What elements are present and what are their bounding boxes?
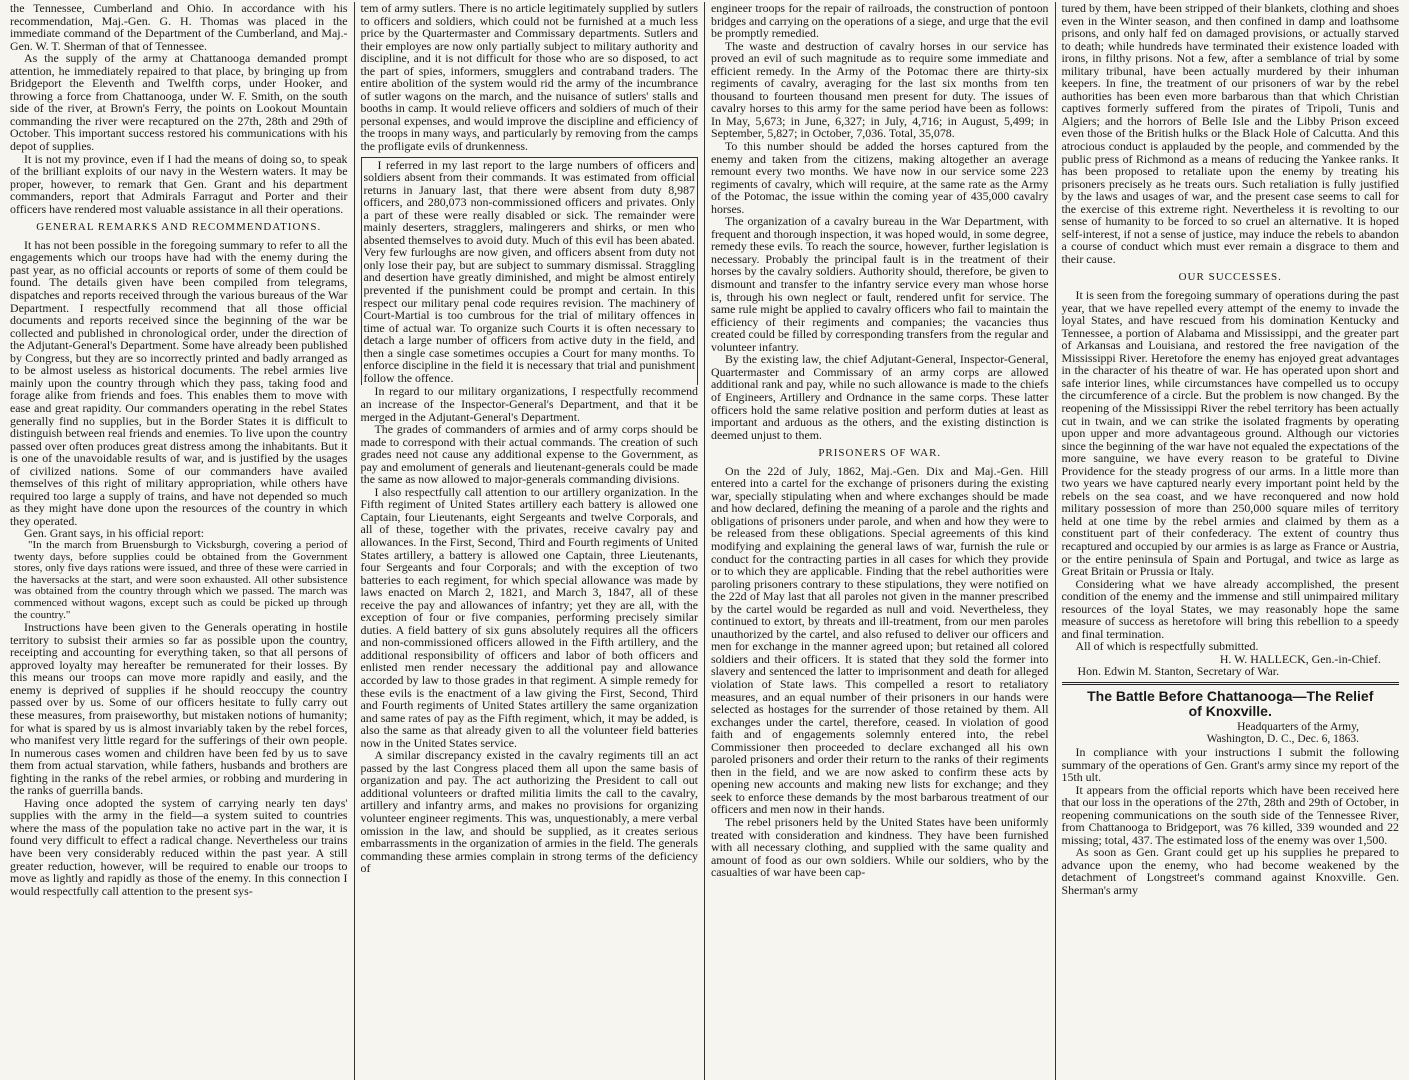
paragraph: I also respectfully call attention to our artillery organization. In the Fifth regiment of United States artillery each battery is allowed one Captain, four Lieutenants, eight Sergeants and twelve Corporals, and all of these, together with the privates, receive cavalry pay and allowances. In the First, Second, Third and Fourth regiments of United States artillery, a battery is allowed one Captain, three Lieutenants, four Sergeants and four Corporals; and with the exception of two batteries to each regiment, for which special allowance was made by laws enacted on March 2, 1821, and March 3, 1847, all of these receive the pay and allowances of infantry; yet they are all, with the exception of four or five companies, performing precisely similar duties. A field battery of six guns absolutely requires all the officers and non-commissioned officers allowed in the Fifth artillery, and the additional responsibility of officers and labor of both officers and enlisted men render necessary the additional pay and allowance accorded by law to those grades in that regiment. A simple remedy for these evils is the enactment of a law giving the First, Second, Third and Fourth regiments of United States artillery the same organization and same rates of pay as the Fifth regiment, which, it may be added, is also the same as that already given to all the volunteer field batteries now in the United States service. <box>360 484 698 750</box>
paragraph: To this number should be added the horses captured from the enemy and taken from the citizens, making altogether an average remount every two months. We have now in our service some 223 regiments of cavalry, which will require, at the same rate as the Army of the Potomac, the issue within the coming year of 435,000 cavalry horses. <box>711 139 1049 216</box>
paragraph: I referred in my last report to the large numbers of officers and soldiers absent from their commands. It was estimated from official returns in January last, that there were absent from duty 8,987 officers, and 280,073 non-commissioned officers and privates. Only a part of these were really disabled or sick. The remainder were mainly deserters, stragglers, malingerers and shirks, or men who absented themselves to avoid duty. Much of this evil has been abated. Very few furloughs are now given, and officers absent from duty not only lose their pay, but are subject to summary dismissal. Straggling and desertion have greatly diminished, and might be almost entirely prevented if the punishment could be prompt and certain. In this respect our military penal code requires revision. The machinery of Court-Martial is too cumbrous for the trial of military offences in time of actual war. To organize such Courts it is often necessary to detach a large number of officers from active duty in the field, and then a single case sometimes occupies a Court for many months. To enforce discipline in the field it is necessary that trial and punishment follow the offence. <box>361 157 699 386</box>
article-separator <box>1062 682 1400 685</box>
paragraph: It has not been possible in the foregoing summary to refer to all the engagements which our troops have had with the enemy during the past year, as no official accounts or reports of some of them could be found. The details given have been compiled from telegrams, dispatches and reports received through the various bureaus of the War Department. I respectfully recommend that all those official documents and reports received since the beginning of the war be collected and published in chronological order, under the direction of the Adjutant-General's Department. Some have already been published by Congress, but they are so incorrectly printed and badly arranged as to be almost useless as historical documents. The rebel armies live mainly upon the country through which they pass, taking food and forage alike from friends and foes. This enables them to move with ease and great rapidity. Our commanders operating in the rebel States generally find no supplies, but in the Border States it is difficult to distinguish between real friends and enemies. To live upon the country passed over often produces great distress among the inhabitants. But it is one of the unavoidable results of war, and is justified by the usages of civilized nations. Some of our commanders have availed themselves of this right of military appropriation, while others have required too large a supply of trains, and have not depended so much as they might have done upon the resources of the country in which they operated. <box>10 237 348 528</box>
article-body <box>1062 746 1400 897</box>
section-heading: PRISONERS OF WAR. <box>818 447 942 460</box>
article-title <box>1062 689 1400 719</box>
paragraph: Considering what we have already accomplished, the present condition of the enemy and the immense and still unimpaired military resources of the loyal States, we may reasonably hope the same measure of success as heretofore will bring this rebellion to a speedy and final termination. <box>1061 576 1399 641</box>
paragraph: As soon as Gen. Grant could get up his supplies he prepared to advance upon the enemy, who had become weakened by the detachment of Longstreet's command against Knoxville. Gen. Sherman's army <box>1061 845 1399 897</box>
paragraph: In compliance with your instructions I submit the following summary of the operations of Gen. Grant's army since my report of the 15th ult. <box>1061 744 1399 785</box>
paragraph: In regard to our military organizations, I respectfully recommend an increase of the Inspector-General's Department, and that it be merged in the Adjutant-General's Department. <box>360 384 698 424</box>
column-4 <box>1056 2 1406 1080</box>
section-heading: OUR SUCCESSES. <box>1178 271 1282 284</box>
column-1 <box>4 2 354 1080</box>
paragraph: It is seen from the foregoing summary of operations during the past year, that we have repelled every attempt of the enemy to invade the loyal States, and have rescued from his domination Kentucky and Tennessee, a portion of Alabama and Mississippi, and the greater part of Arkansas and Louisiana, and restored the free navigation of the Mississippi River. Heretofore the enemy has enjoyed great advantages in the character of his theatre of war. He has operated upon short and safe interior lines, while circumstances have compelled us to occupy the circumference of a circle. But the problem is now changed. By the reopening of the Mississippi River the rebel territory has been actually cut in twain, and we can strike the isolated fragments by operating upon upper and more advantageous ground. Although our victories since the beginning of the war have not equaled the expectations of the more sanguine, we have every reason to be grateful to Divine Providence for the steady progress of our arms. In a little more than two years we have captured nearly every important point held by the rebels on the sea coast, and we have reconquered and now hold military possession of more than 250,000 square miles of territory held at one time by the rebel armies and claimed by them as a constituent part of their confederacy. The extent of country thus recaptured and occupied by our armies is as large as France or Austria, or the entire peninsula of Spain and Portugal, and twice as large as Great Britain or Prussia or Italy. <box>1061 288 1399 579</box>
paragraph: tured by them, have been stripped of their blankets, clothing and shoes even in the Winter season, and then confined in damp and loathsome prisons, and only half fed on damaged provisions, or actually starved to death; while hundreds have terminated their existence loaded with irons, in filthy prisons. Not a few, after a semblance of trial by some military tribunal, have been actually murdered by their inhuman keepers. In fine, the treatment of our prisoners of war by the rebel authorities has been even more barbarous than that which Christian captives formerly suffered from the pirates of Tripoli, Tunis and Algiers; and the horrors of Belle Isle and the Libby Prison exceed even those of the British hulks or the Black Hole of Calcutta. And this atrocious conduct is applauded by the people, and commended by the public press of Richmond as a means of reducing the Yankee ranks. It has been proposed to retaliate upon the enemy by treating his prisoners precisely as he treats ours. Such retaliation is fully justified by the laws and usages of war, and the present case seems to call for the exercise of this extreme right. Nevertheless it is revolting to our sense of humanity to be forced to so cruel an alternative. It is hoped self-interest, if not a sense of justice, may induce the rebels to abandon a course of conduct which must ever remain a disgrace to them and their cause. <box>1061 2 1399 266</box>
paragraph: Having once adopted the system of carrying nearly ten days' supplies with the army in the field—a system suited to countries where the mass of the population take no active part in the war, it is found very difficult to effect a radical change. Nevertheless our trains have been very considerably reduced within the past year. A still greater reduction, however, will be required to enable our troops to move as lightly and rapidly as those of the enemy. In this connection I would respectfully call attention to the present sys- <box>10 795 348 898</box>
column-3 <box>705 2 1055 1080</box>
paragraph: tem of army sutlers. There is no article legitimately supplied by sutlers to officers and soldiers, which could not be furnished at a much less price by the Quartermaster and Commissary departments. Sutlers and their employes are now only partially subject to military authority and discipline, and it is not difficult for those who are so disposed, to act the part of spies, informers, smugglers and contraband traders. The entire abolition of the system would rid the army of the incumbrance of sutler wagons on the march, and the nuisance of sutlers' stalls and booths in camp. It would relieve officers and soldiers of much of their personal expenses, and would improve the discipline and efficiency of the troops in many ways, and particularly by removing from the camps the profligate evils of drunkenness. <box>360 2 698 154</box>
signature-addressee: Hon. Edwin M. Stanton, Secretary of War. <box>1077 664 1280 679</box>
column-4-body <box>1062 2 1400 653</box>
quoted-paragraph: "In the march from Bruensburgh to Vicksburgh, covering a period of twenty days, before supplies could be obtained from the Government stores, only five days rations were issued, and three of these were carried in the haversacks at the start, and were soon exhausted. All other subsistence was obtained from the country through which we passed. The march was commenced without wagons, except such as could be picked up through the country." <box>14 538 348 621</box>
paragraph: On the 22d of July, 1862, Maj.-Gen. Dix and Maj.-Gen. Hill entered into a cartel for the exchange of prisoners during the existing war, specially stipulating when and where exchanges should be made and how declared, defining the meaning of a parole and the rights and obligations of prisoners under parole, and when and how they were to be released from these obligations. Special agreements of this kind modifying and explaining the general laws of war, furnish the rule or conduct for the contracting parties in all cases for which they provide or to which they are applicable. Finding that the rebel authorities were paroling prisoners contrary to these stipulations, they were notified on the 22d of May last that all paroles not given in the manner prescribed by the cartel would be regarded as null and void. Nevertheless, they continued to extort, by threats and ill-treatment, from our men paroles unauthorized by the cartel, and also refused to deliver our officers and men for exchange in the manner agreed upon; but retained all colored soldiers and their officers. It is stated that they sold the former into slavery and sentenced the latter to imprisonment and death for alleged violation of State laws. This compelled a resort to retaliatory measures, and an equal number of their prisoners in our hands were selected as hostages for the surrender of those retained by them. All exchanges under the cartel, therefore, ceased. In violation of good faith and of engagements solemnly entered into, the rebel Commissioner then proceeded to declare exchanged all his own paroled prisoners and order their return to the ranks of their regiments then in the field, and we are now asked to confirm these acts by opening new accounts and making new lists for exchange; and they seek to enforce these demands by the most barbarous treatment of our officers and men now in their hands. <box>711 463 1049 817</box>
section-heading: GENERAL REMARKS AND RECOMMENDATIONS. <box>36 221 322 234</box>
paragraph: By the existing law, the chief Adjutant-General, Inspector-General, Quartermaster and Commissary of an army corps are allowed additional rank and pay, while no such allowance is made to the chiefs of Engineers, Artillery and Ordnance in the same corps. These latter officers hold the same relative position and perform duties at least as important and arduous as the others, and the existing distinction is deemed unjust to them. <box>711 352 1049 442</box>
paragraph: The organization of a cavalry bureau in the War Department, with frequent and thorough inspection, it was hoped would, in some degree, remedy these evils. To reach the source, however, further legislation is necessary. Probably the principal fault is in the treatment of their horses by the cavalry soldiers. Authority should, therefore, be given to dismount and transfer to the infantry service every man whose horse is, through his own neglect or fault, rendered unfit for service. The same rule might be applied to cavalry officers who fail to maintain the efficiency of their regiments and companies; the vacancies thus created could be filled by corresponding transfers from the regular and volunteer infantry. <box>711 214 1049 354</box>
paragraph: It is not my province, even if I had the means of doing so, to speak of the brilliant exploits of our navy in the Western waters. It may be proper, however, to remark that Gen. Grant and his department commanders, report that Admirals Farragut and Porter and their officers have rendered most valuable assistance in all their operations. <box>10 151 348 216</box>
article-dateline-1: Headquarters of the Army, <box>1237 720 1359 733</box>
paragraph: Gen. Grant says, in his official report: <box>24 526 205 541</box>
paragraph: As the supply of the army at Chattanooga demanded prompt attention, he immediately repaired to that place, by bringing up from Bridgeport the Eleventh and Twelfth corps, under Hooker, and throwing a force from Chattanooga, under W. F. Smith, on the south side of the river, at Brown's Ferry, the points on Lookout Mountain commanding the river were recaptured on the 27th, 28th and 29th of October. This important success restored his communications with his depot of supplies. <box>10 51 348 154</box>
paragraph: the Tennessee, Cumberland and Ohio. In accordance with his recommendation, Maj.-Gen. G. H. Thomas was placed in the immediate command of the Department of the Cumberland, and Maj.-Gen. W. T. Sherman of that of Tennessee. <box>10 2 348 53</box>
paragraph: All of which is respectfully submitted. <box>1075 639 1259 654</box>
article-dateline-2: Washington, D. C., Dec. 6, 1863. <box>1206 733 1359 746</box>
article-title-line-1: The Battle Before Chattanooga—The Relief <box>1087 687 1374 704</box>
paragraph: engineer troops for the repair of railroads, the construction of pontoon bridges and carrying on the operations of a siege, and urge that the evil be promptly remedied. <box>711 2 1049 41</box>
paragraph: The waste and destruction of cavalry horses in our service has proved an evil of such magnitude as to require some immediate and efficient remedy. In the Army of the Potomac there are thirty-six regiments of cavalry, averaging for the last six months from ten thousand to fourteen thousand men present for duty. The issues of cavalry horses to this army for the same period have been as follows: In May, 5,673; in June, 6,327; in July, 4,716; in August, 5,499; in September, 5,827; in October, 7,036. Total, 35,078. <box>711 38 1049 141</box>
paragraph: The rebel prisoners held by the United States have been uniformly treated with consideration and kindness. They have been furnished with all necessary clothing, and supplied with the same quality and amount of food as our own soldiers. While our soldiers, who by the casualties of war have been cap- <box>711 815 1049 880</box>
paragraph: It appears from the official reports which have been received here that our loss in the operations of the 27th, 28th and 29th of October, in reopening communications on the south side of the Tennessee River, from Chattanooga to Bridgeport, was 76 killed, 339 wounded and 22 missing; total, 437. The estimated loss of the enemy was over 1,500. <box>1061 782 1399 847</box>
signature-name: H. W. HALLECK, Gen.-in-Chief. <box>1219 651 1381 666</box>
paragraph: The grades of commanders of armies and of army corps should be made to correspond with their actual commands. The creation of such grades need not cause any additional expense to the Government, as pay and emolument of generals and lieutenant-generals could be made the same as now allowed to major-generals commanding divisions. <box>360 422 698 487</box>
column-2 <box>355 2 705 1080</box>
paragraph: Instructions have been given to the Generals operating in hostile territory to subsist their armies so far as possible upon the country, receipting and accounting for everything taken, so that all persons of approved loyalty may hereafter be remunerated for their losses. By this means our troops can move more rapidly and easily, and the enemy is deprived of supplies if he should reoccupy the country passed over by us. Some of our officers hesitate to fully carry out these measures, from praiseworthy, but mistaken notions of humanity; for what is spared by us is almost invariably taken by the rebel forces, who manifest very little regard for the sufferings of their own people. In numerous cases women and children have been fed by us to save them from actual starvation, while fathers, husbands and brothers are fighting in the ranks of the rebel armies, or robbing and murdering in the ranks of guerrilla bands. <box>10 620 348 798</box>
paragraph: A similar discrepancy existed in the cavalry regiments till an act passed by the last Congress placed them all upon the same basis of organization and pay. The act authorizing the President to call out additional volunteers or drafted militia limits the call to the cavalry, artillery and infantry arms, and makes no provisions for organizing volunteer engineer regiments. This was, unquestionably, a mere verbal omission in the law, and should be supplied, as it creates serious embarrassments in the organization of armies in the field. The generals commanding these armies complain in strong terms of the deficiency of <box>360 748 698 876</box>
article-title-line-2: of Knoxville. <box>1188 702 1272 719</box>
